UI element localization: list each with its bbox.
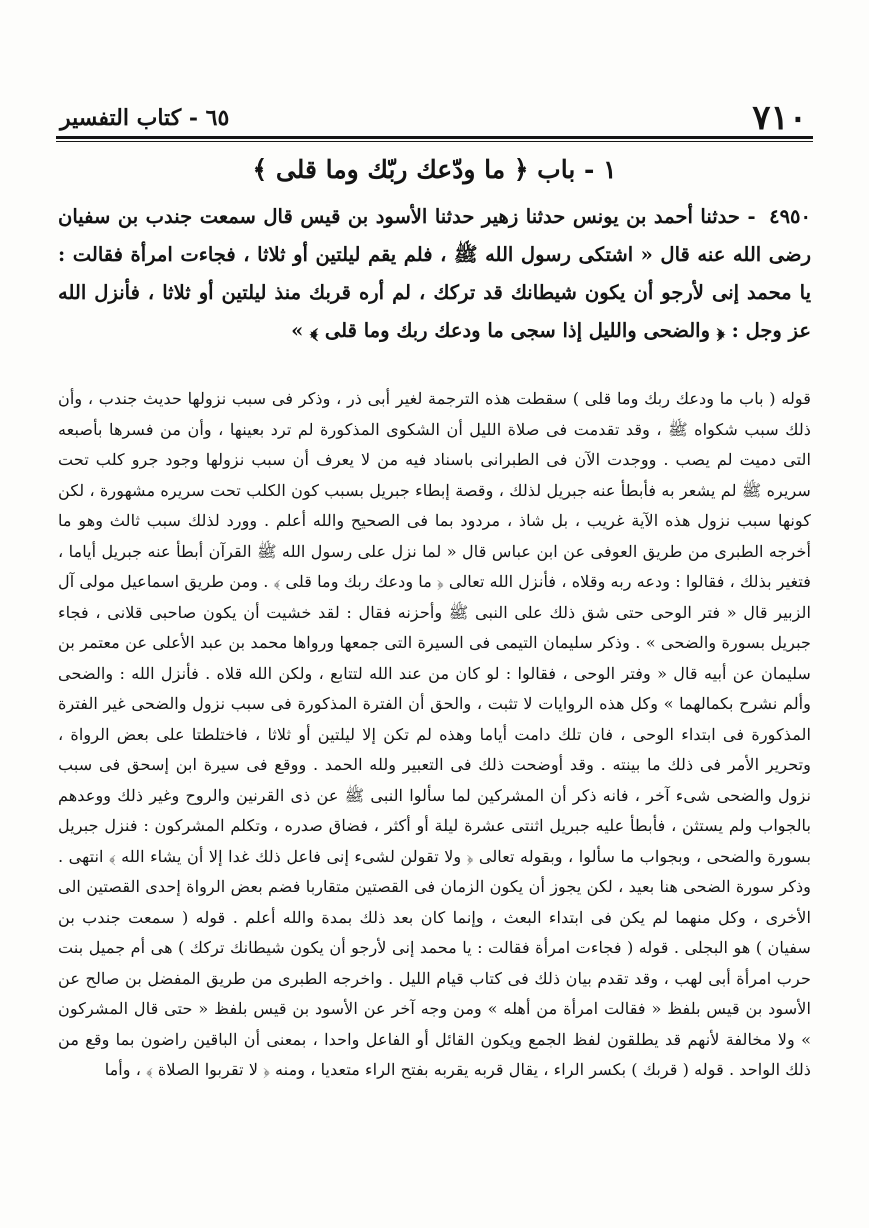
chapter-heading: ١ - باب ﴿ ما ودّعك ربّك وما قلى ﴾ (252, 155, 617, 184)
hadith-text: حدثنا أحمد بن يونس حدثنا زهير حدثنا الأسود بن قيس قال سمعت جندب بن سفيان رضى الله عنه قال « اشتكى رسول الله ﷺ ، فلم يقم ليلتين أو ثلاثا ، فجاءت امرأة فقالت : يا محمد إنى لأرجو أن يكون شيطانك قد تركك ، لم أره قربك منذ ليلتين أو ثلاثا ، فأنزل الله عز وجل : ﴿ والضحى والليل إذا سجى ما ودعك ربك وما قلى ﴾ » (58, 205, 811, 342)
hadith-number: ٤٩٥٠ (769, 205, 812, 228)
header-rule-thin (56, 141, 813, 142)
page-number: ٧١٠ (752, 98, 807, 138)
hadith-block: ٤٩٥٠ - حدثنا أحمد بن يونس حدثنا زهير حدثنا الأسود بن قيس قال سمعت جندب بن سفيان رضى الله عنه قال « اشتكى رسول الله ﷺ ، فلم يقم ليلتين أو ثلاثا ، فجاءت امرأة فقالت : يا محمد إنى لأرجو أن يكون شيطانك قد تركك ، لم أره قربك منذ ليلتين أو ثلاثا ، فأنزل الله عز وجل : ﴿ والضحى والليل إذا سجى ما ودعك ربك وما قلى ﴾ » (58, 205, 812, 342)
page-header (56, 96, 813, 140)
running-head: ٦٥ - كتاب التفسير (60, 105, 230, 131)
header-rule (56, 136, 813, 139)
commentary-block (58, 384, 811, 1086)
commentary-text: قوله ( باب ما ودعك ربك وما قلى ) سقطت هذه الترجمة لغير أبى ذر ، وذكر فى سبب نزولها حديث جندب ، وأن ذلك سبب شكواه ﷺ ، وقد تقدمت فى صلاة الليل أن الشكوى المذكورة لم ترد بعينها ، وأن من فسرها بأصبعه التى دميت لم يصب . ووجدت الآن فى الطبرانى باسناد فيه من لا يعرف أن سبب نزولها وجود جرو كلب تحت سريره ﷺ لم يشعر به فأبطأ عنه جبريل لذلك ، وقصة إبطاء جبريل بسبب كون الكلب تحت سريره مشهورة ، لكن كونها سبب نزول هذه الآية غريب ، بل شاذ ، مردود بما فى الصحيح والله أعلم . وورد لذلك سبب ثالث وهو ما أخرجه الطبرى من طريق العوفى عن ابن عباس قال « لما نزل على رسول الله ﷺ القرآن أبطأ عنه جبريل أياما ، فتغير بذلك ، فقالوا : ودعه ربه وقلاه ، فأنزل الله تعالى ﴿ ما ودعك ربك وما قلى ﴾ . ومن طريق اسماعيل مولى آل الزبير قال « فتر الوحى حتى شق ذلك على النبى ﷺ وأحزنه فقال : لقد خشيت أن يكون صاحبى قلانى ، فجاء جبريل بسورة والضحى » . وذكر سليمان التيمى فى السيرة التى جمعها ورواها محمد بن عبد الأعلى عن معتمر بن سليمان عن أبيه قال « وفتر الوحى ، فقالوا : لو كان من عند الله لتتابع ، ولكن الله قلاه . فأنزل الله : والضحى وألم نشرح بكمالهما » وكل هذه الروايات لا تثبت ، والحق أن الفترة المذكورة فى سبب نزول والضحى غير الفترة المذكورة فى ابتداء الوحى ، فان تلك دامت أياما وهذه لم تكن إلا ليلتين أو ثلاثا ، فاختلطتا على بعض الرواة ، وتحرير الأمر فى ذلك ما بينته . وقد أوضحت ذلك فى التعبير ولله الحمد . ووقع فى سيرة ابن إسحق فى سبب نزول والضحى شىء آخر ، فانه ذكر أن المشركين لما سألوا النبى ﷺ عن ذى القرنين والروح وغير ذلك ووعدهم بالجواب ولم يستثن ، فأبطأ عليه جبريل اثنتى عشرة ليلة أو أكثر ، فضاق صدره ، وتكلم المشركون : فنزل جبريل بسورة والضحى ، وبجواب ما سألوا ، وبقوله تعالى ﴿ ولا تقولن لشىء إنى فاعل ذلك غدا إلا أن يشاء الله ﴾ انتهى . وذكر سورة الضحى هنا بعيد ، لكن يجوز أن يكون الزمان فى القصتين متقاربا فضم بعض الرواة إحدى القصتين الى الأخرى ، وكل منهما لم يكن فى ابتداء البعث ، وإنما كان بعد ذلك بمدة والله أعلم . قوله ( سمعت جندب بن سفيان ) هو البجلى . قوله ( فجاءت امرأة فقالت : يا محمد إنى لأرجو أن يكون شيطانك تركك ) هى أم جميل بنت حرب امرأة أبى لهب ، وقد تقدم بيان ذلك فى كتاب قيام الليل . واخرجه الطبرى من طريق المفضل بن صالح عن الأسود بن قيس بلفظ « فقالت امرأة من أهله » ومن وجه آخر عن الأسود بن قيس بلفظ « حتى قال المشركون » ولا مخالفة لأنهم قد يطلقون لفظ الجمع ويكون القائل أو الفاعل واحدا ، بمعنى أن الباقين راضون بما وقع من ذلك الواحد . قوله ( قربك ) بكسر الراء ، يقال قربه يقربه بفتح الراء متعديا ، ومنه ﴿ لا تقربوا الصلاة ﴾ ، وأما (58, 389, 811, 1079)
